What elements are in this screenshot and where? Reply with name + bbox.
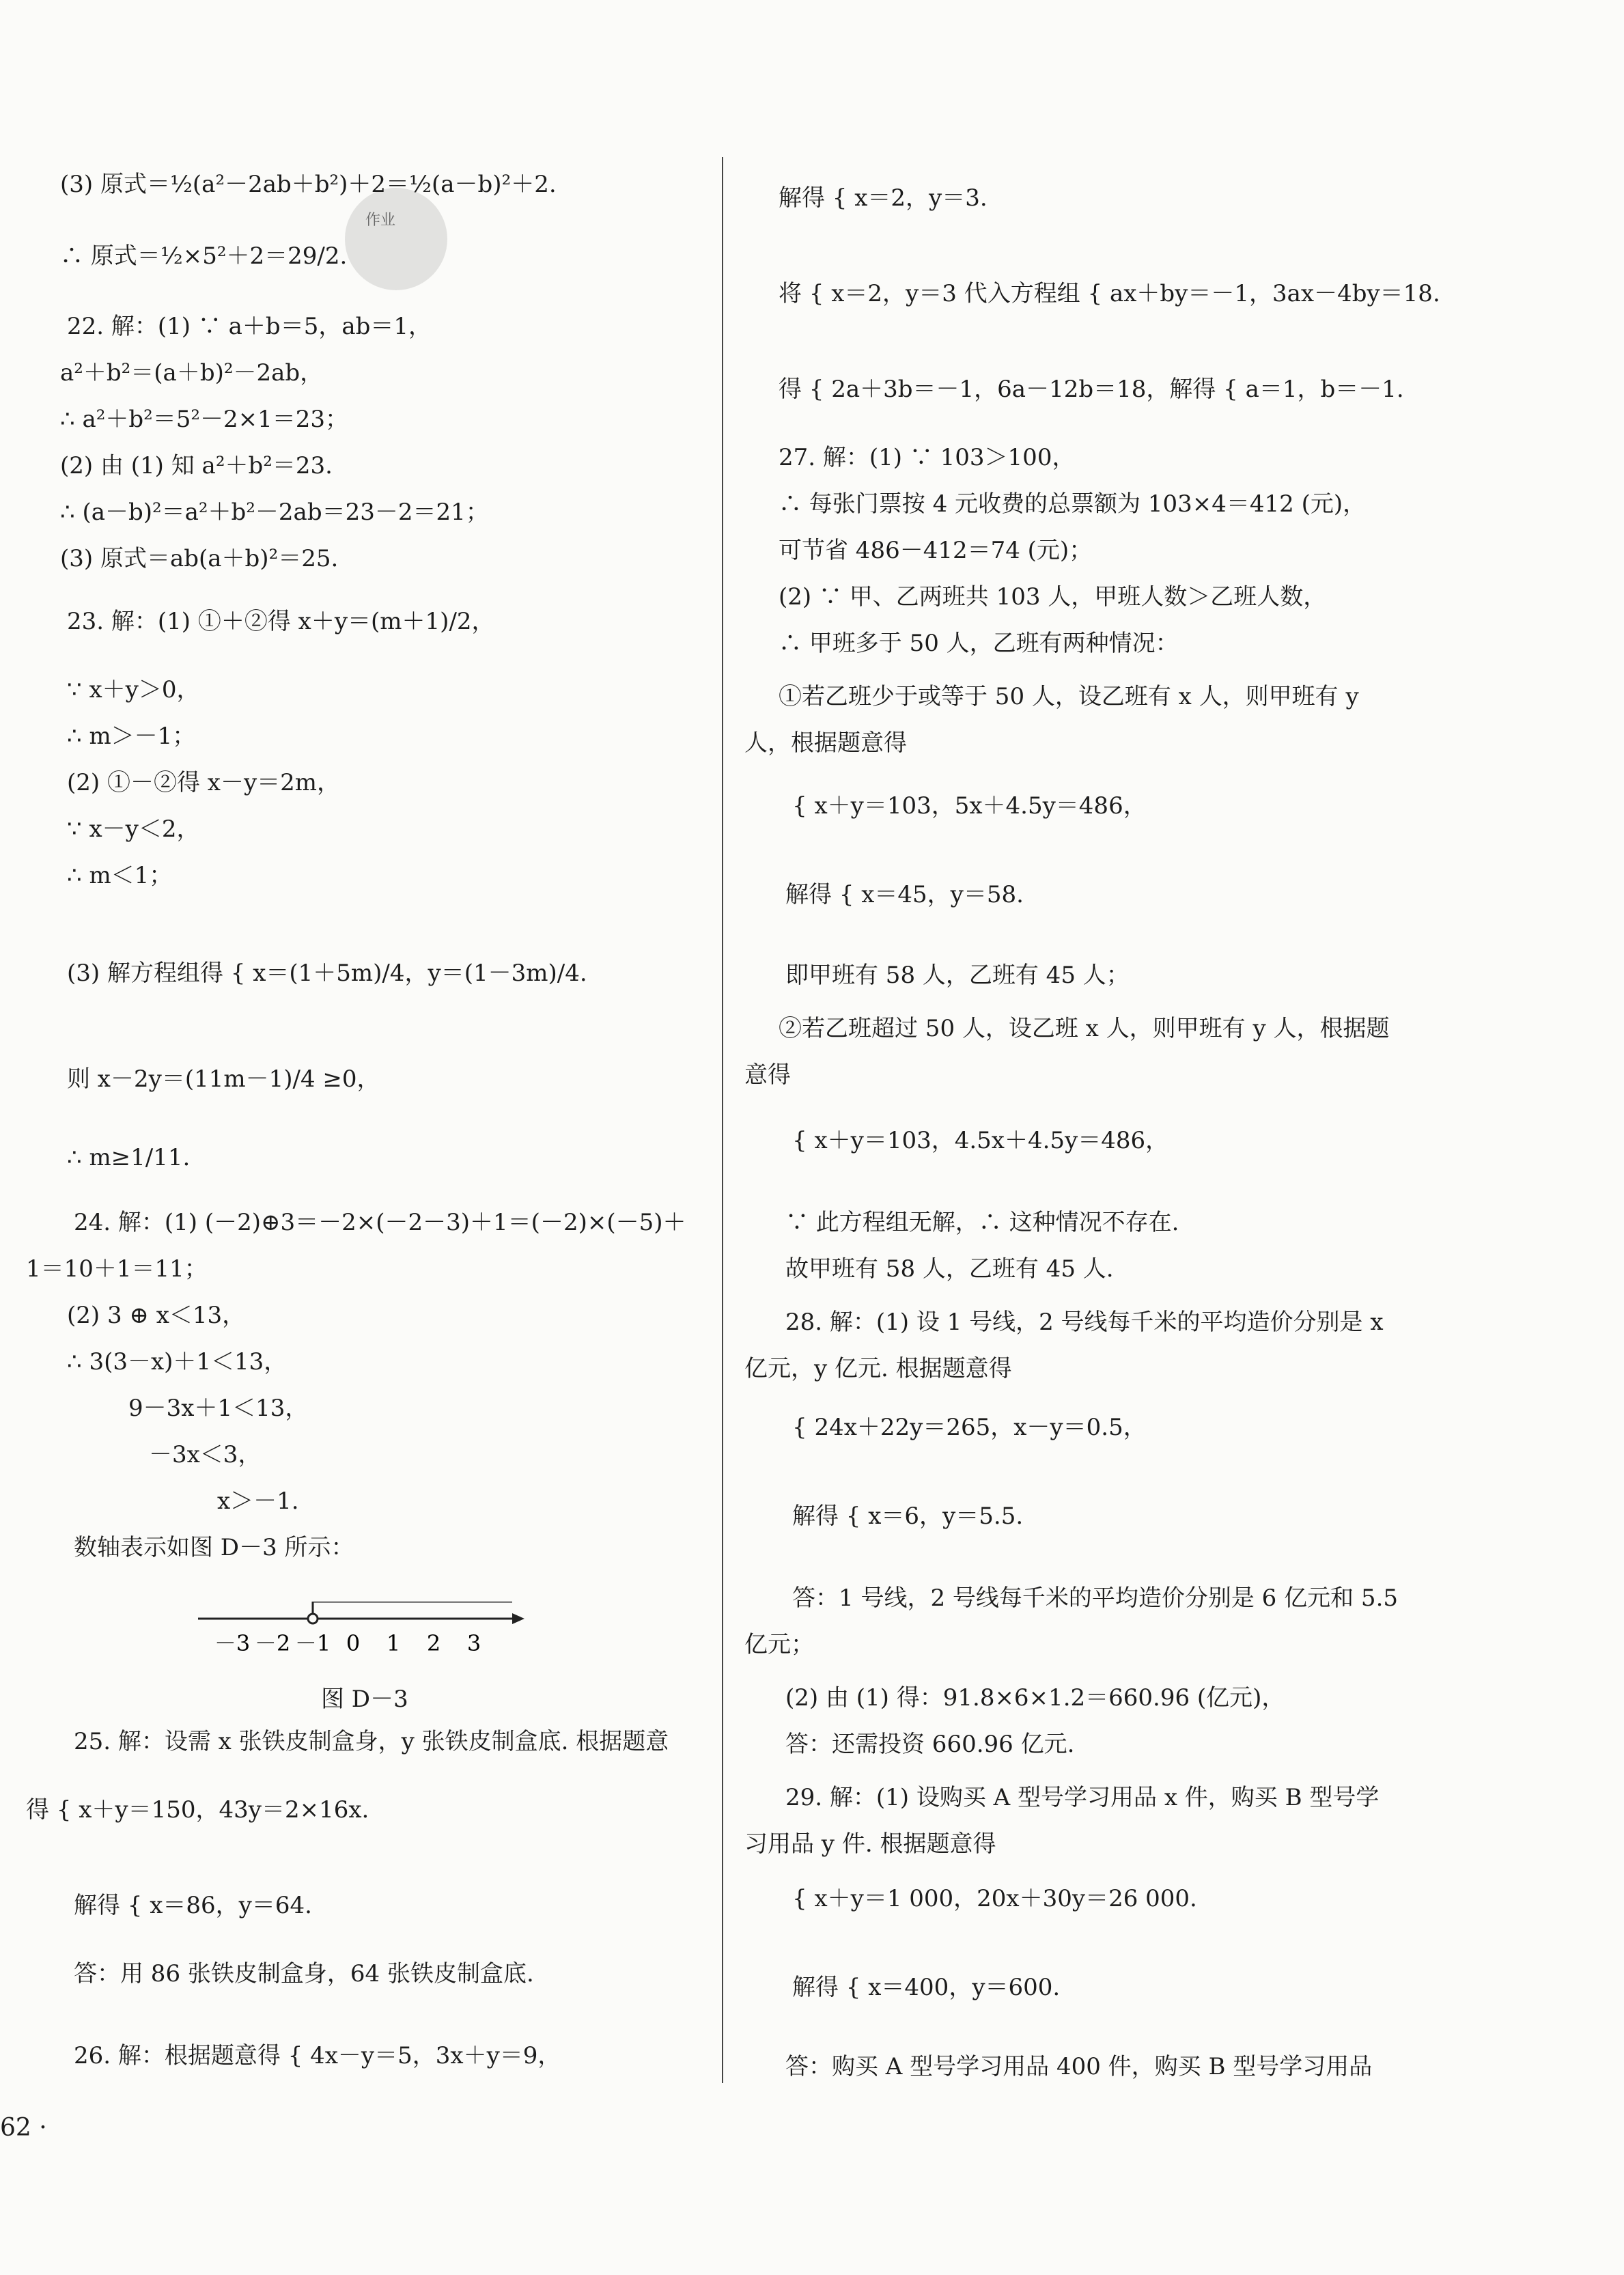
tick-label: 0 bbox=[346, 1630, 361, 1656]
tick-label: 1 bbox=[386, 1630, 401, 1656]
text-line: 则 x－2y＝(11m－1)/4 ≥0， bbox=[67, 1065, 380, 1093]
text-line: 得 { x＋y＝150，43y＝2×16x. bbox=[26, 1796, 369, 1824]
text-line: 解得 { x＝86，y＝64. bbox=[74, 1892, 312, 1919]
text-line: 亿元，y 亿元. 根据题意得 bbox=[744, 1355, 1012, 1382]
text-line: (2) 由 (1) 知 a²＋b²＝23. bbox=[60, 452, 333, 479]
text-line: ∴ 每张门票按 4 元收费的总票额为 103×4＝412 (元)， bbox=[779, 490, 1367, 518]
text-line: 故甲班有 58 人，乙班有 45 人. bbox=[785, 1255, 1114, 1283]
page-number: 62 · bbox=[0, 2114, 47, 2142]
text-line: ∴ m＜1； bbox=[67, 862, 173, 889]
text-line: (2) ①－②得 x－y＝2m， bbox=[67, 769, 341, 796]
text-line: ①若乙班少于或等于 50 人，设乙班有 x 人，则甲班有 y bbox=[779, 683, 1359, 710]
text-line: ∴ m≥1/11. bbox=[67, 1144, 191, 1171]
text-line: (3) 原式＝½(a²－2ab＋b²)＋2＝½(a－b)²＋2. bbox=[60, 171, 557, 198]
text-line: 28. 解：(1) 设 1 号线，2 号线每千米的平均造价分别是 x bbox=[785, 1309, 1384, 1336]
text-line: ∵ 此方程组无解，∴ 这种情况不存在. bbox=[785, 1209, 1179, 1236]
tick-label: 3 bbox=[466, 1630, 481, 1656]
text-line: 解得 { x＝6，y＝5.5. bbox=[792, 1503, 1024, 1530]
text-line: 得 { 2a＋3b＝－1，6a－12b＝18，解得 { a＝1，b＝－1. bbox=[779, 376, 1404, 403]
figure-caption: 图 D－3 bbox=[321, 1686, 408, 1713]
text-line: 解得 { x＝400，y＝600. bbox=[792, 1974, 1061, 2001]
text-line: a²＋b²＝(a＋b)²－2ab， bbox=[60, 359, 324, 387]
text-line: 22. 解：(1) ∵ a＋b＝5，ab＝1， bbox=[67, 313, 432, 340]
tick-label: －3 bbox=[214, 1630, 251, 1656]
open-endpoint bbox=[308, 1614, 318, 1623]
text-line: 24. 解：(1) (－2)⊕3＝－2×(－2－3)＋1＝(－2)×(－5)＋ bbox=[74, 1209, 686, 1236]
homework-stamp bbox=[345, 188, 447, 290]
text-line: ∴ a²＋b²＝5²－2×1＝23； bbox=[60, 406, 349, 433]
text-line: 答：用 86 张铁皮制盒身，64 张铁皮制盒底. bbox=[74, 1960, 534, 1987]
text-line: 1＝10＋1＝11； bbox=[26, 1255, 208, 1283]
text-line: (2) 由 (1) 得：91.8×6×1.2＝660.96 (亿元)， bbox=[785, 1684, 1285, 1712]
text-line: 即甲班有 58 人，乙班有 45 人； bbox=[785, 962, 1130, 989]
tick-label: －1 bbox=[294, 1630, 331, 1656]
text-line: ②若乙班超过 50 人，设乙班 x 人，则甲班有 y 人，根据题 bbox=[779, 1015, 1390, 1042]
text-line: 可节省 486－412＝74 (元)； bbox=[779, 537, 1093, 564]
text-line: (2) ∵ 甲、乙两班共 103 人，甲班人数＞乙班人数， bbox=[779, 583, 1327, 611]
number-line-figure bbox=[198, 1602, 526, 1663]
text-line: 将 { x＝2，y＝3 代入方程组 { ax＋by＝－1，3ax－4by＝18. bbox=[779, 280, 1440, 307]
text-line: ∴ (a－b)²＝a²＋b²－2ab＝23－2＝21； bbox=[60, 499, 489, 526]
text-line: { x＋y＝1 000，20x＋30y＝26 000. bbox=[792, 1885, 1197, 1912]
text-line: 29. 解：(1) 设购买 A 型号学习用品 x 件，购买 B 型号学 bbox=[785, 1784, 1380, 1811]
text-line: 9－3x＋1＜13， bbox=[128, 1395, 309, 1422]
text-line: (2) 3 ⊕ x＜13， bbox=[67, 1302, 246, 1329]
tick-label: 2 bbox=[426, 1630, 441, 1656]
text-line: ∴ 甲班多于 50 人，乙班有两种情况： bbox=[779, 630, 1179, 657]
text-line: 数轴表示如图 D－3 所示： bbox=[74, 1534, 354, 1561]
text-line: (3) 原式＝ab(a＋b)²＝25. bbox=[60, 545, 339, 572]
tick-label: －2 bbox=[254, 1630, 291, 1656]
text-line: 解得 { x＝2，y＝3. bbox=[779, 184, 988, 212]
stamp-label: 作业 bbox=[365, 212, 396, 229]
text-line: (3) 解方程组得 { x＝(1＋5m)/4，y＝(1－3m)/4. bbox=[67, 960, 587, 987]
text-line: ∴ 3(3－x)＋1＜13， bbox=[67, 1348, 288, 1376]
column-divider bbox=[722, 157, 723, 2083]
text-line: ∵ x－y＜2， bbox=[67, 815, 200, 843]
text-line: 答：购买 A 型号学习用品 400 件，购买 B 型号学习用品 bbox=[785, 2053, 1373, 2080]
text-line: －3x＜3， bbox=[149, 1441, 262, 1468]
text-line: 解得 { x＝45，y＝58. bbox=[785, 881, 1024, 908]
text-line: ∵ x＋y＞0， bbox=[67, 676, 200, 703]
text-line: 25. 解：设需 x 张铁皮制盒身，y 张铁皮制盒底. 根据题意 bbox=[74, 1728, 669, 1755]
text-line: 习用品 y 件. 根据题意得 bbox=[744, 1830, 996, 1858]
text-line: 意得 bbox=[744, 1061, 791, 1089]
text-line: 27. 解：(1) ∵ 103＞100， bbox=[779, 444, 1076, 471]
text-line: 答：1 号线，2 号线每千米的平均造价分别是 6 亿元和 5.5 bbox=[792, 1585, 1399, 1612]
text-line: { 24x＋22y＝265，x－y＝0.5， bbox=[792, 1414, 1147, 1441]
text-line: 人，根据题意得 bbox=[744, 729, 907, 757]
text-line: 23. 解：(1) ①＋②得 x＋y＝(m＋1)/2， bbox=[67, 608, 495, 635]
text-line: { x＋y＝103，5x＋4.5y＝486， bbox=[792, 792, 1147, 820]
text-line: 亿元； bbox=[744, 1631, 814, 1658]
text-line: ∴ 原式＝½×5²＋2＝29/2. bbox=[60, 242, 348, 270]
text-line: { x＋y＝103，4.5x＋4.5y＝486， bbox=[792, 1127, 1169, 1154]
text-line: 答：还需投资 660.96 亿元. bbox=[785, 1731, 1075, 1758]
arrow-icon bbox=[512, 1613, 524, 1624]
solution-ray bbox=[313, 1602, 512, 1619]
text-line: ∴ m＞－1； bbox=[67, 723, 196, 750]
text-line: x＞－1. bbox=[217, 1488, 299, 1515]
text-line: 26. 解：根据题意得 { 4x－y＝5，3x＋y＝9， bbox=[74, 2042, 561, 2069]
